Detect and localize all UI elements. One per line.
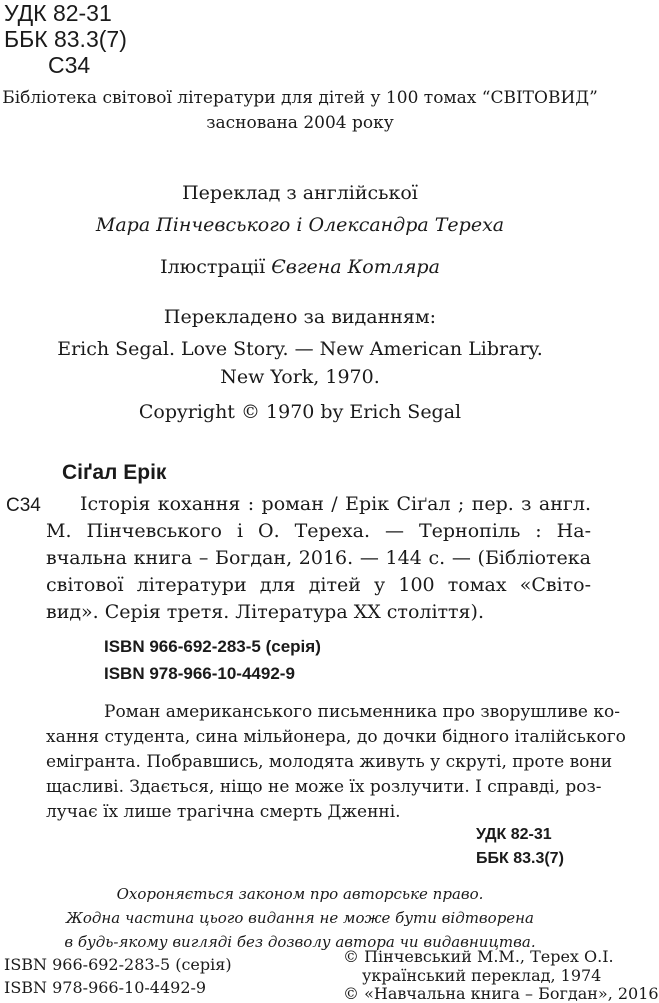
author-sign: С34 — [48, 52, 91, 78]
original-edition-line1: Erich Segal. Love Story. — New American Library. — [57, 338, 543, 360]
footer-copyright-publisher: © «Навчальна книга – Богдан», 2016 — [343, 984, 659, 1003]
catalog-line-4: світової літератури для дітей у 100 томах «Світо- — [46, 574, 591, 596]
catalog-line-5: вид». Серія третя. Література XX століття). — [46, 601, 484, 623]
translation-label: Переклад з англійської — [182, 182, 418, 204]
footer-isbn-book: ISBN 978-966-10-4492-9 — [4, 978, 207, 997]
translators: Мара Пінчевського і Олександра Тереха — [95, 214, 505, 236]
illustrations-line — [0, 256, 600, 278]
catalog-sign: С34 — [6, 495, 41, 516]
illustrator: Євгена Котляра — [271, 256, 440, 278]
protection-line-2: Жодна частина цього видання не може бути відтворена — [66, 909, 534, 927]
catalog-line-3: вчальна книга – Богдан, 2016. — 144 с. — (Бібліотека — [46, 547, 591, 569]
original-copyright: Copyright © 1970 by Erich Segal — [138, 401, 462, 423]
catalog-isbn-series: ISBN 966-692-283-5 (серія) — [104, 637, 321, 656]
catalog-description-cont — [46, 520, 591, 628]
protection-line-1: Охороняється законом про авторське право. — [116, 885, 484, 903]
bbk-code-bottom: ББК 83.3(7) — [476, 850, 564, 867]
bbk-code: ББК 83.3(7) — [4, 26, 127, 52]
catalog-line-2: М. Пінчевського і О. Тереха. — Тернопіль : На- — [46, 520, 591, 542]
udk-code: УДК 82-31 — [4, 0, 112, 26]
annotation-line-2: хання студента, сина мільйонера, до дочки бідного італійського — [46, 727, 626, 747]
catalog-description — [80, 493, 591, 520]
annotation-line-5: лучає їх лише трагічна смерть Дженні. — [46, 802, 401, 822]
catalog-author: Сіґал Ерік — [62, 461, 167, 484]
footer-copyright-translators-sub: український переклад, 1974 — [362, 966, 602, 985]
footer-copyright-translators: © Пінчевський М.М., Терех О.І. — [343, 947, 614, 966]
series-title: Бібліотека світової літератури для дітей у 100 томах “СВІТОВИД” — [2, 88, 598, 108]
original-edition-label: Перекладено за виданням: — [163, 306, 437, 328]
protection-line-3: в будь-якому вигляді без дозволу автора чи видавництва. — [64, 933, 536, 951]
original-edition-line2: New York, 1970. — [220, 366, 380, 388]
footer-isbn-series: ISBN 966-692-283-5 (серія) — [4, 955, 232, 974]
illustrations-label: Ілюстрації — [160, 256, 272, 278]
catalog-line-1: Історія кохання : роман / Ерік Сіґал ; пер. з англ. — [80, 493, 591, 515]
catalog-isbn-book: ISBN 978-966-10-4492-9 — [104, 664, 295, 683]
annotation-line-1: Роман американського письменника про зворушливе ко- — [104, 702, 620, 722]
annotation-line-4: щасливі. Здається, ніщо не може їх розлучити. І справді, роз- — [46, 777, 602, 797]
annotation-line-3: емігранта. Побравшись, молодята живуть у скруті, проте вони — [46, 752, 613, 772]
annotation — [46, 702, 626, 827]
series-founded: заснована 2004 року — [206, 113, 394, 133]
udk-code-bottom: УДК 82-31 — [476, 826, 552, 843]
